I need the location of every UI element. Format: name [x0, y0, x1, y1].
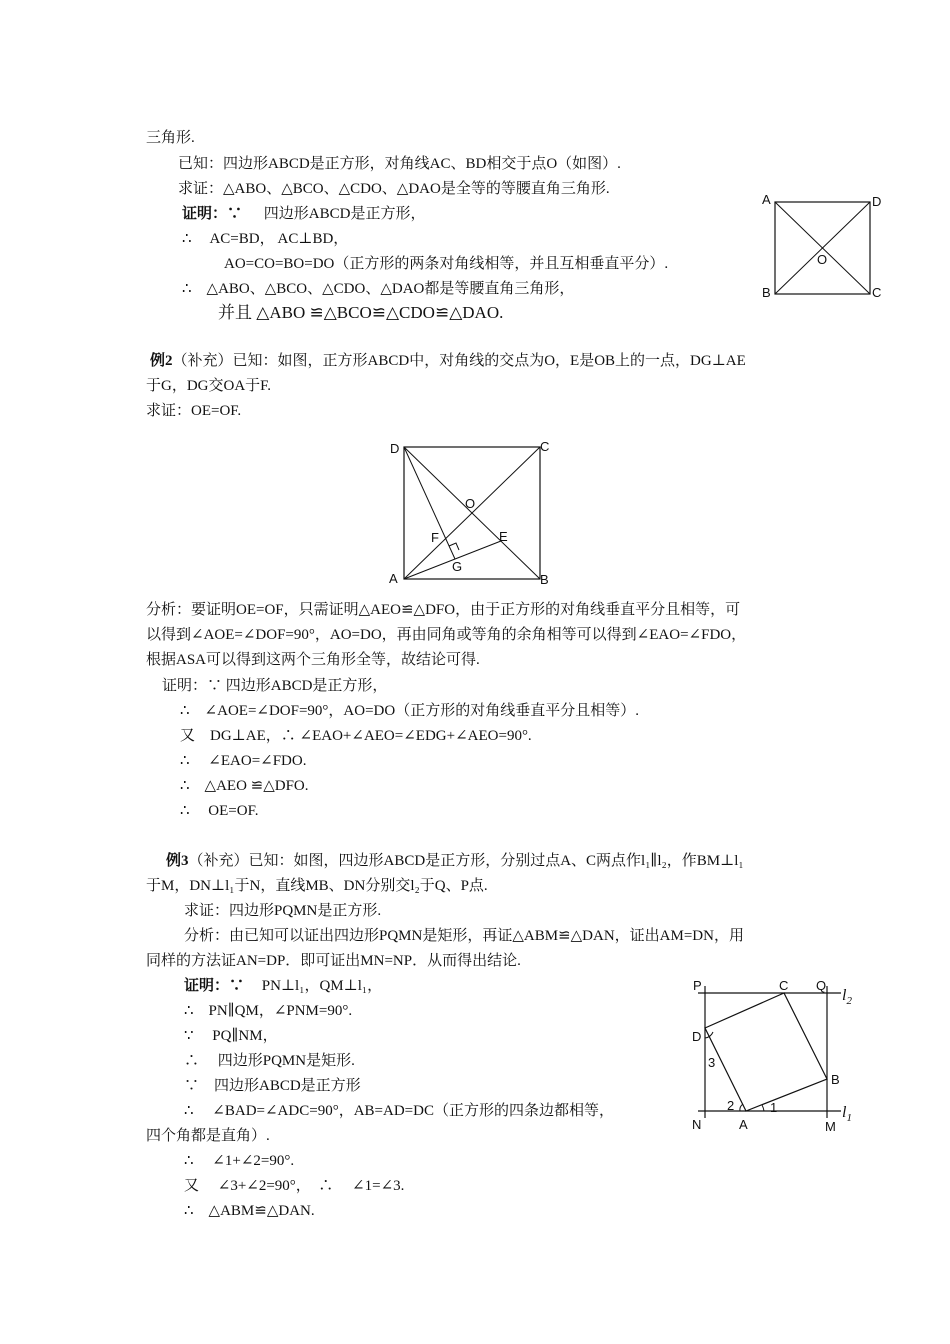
section1-proof-line-2: AO=CO=BO=DO（正方形的两条对角线相等，并且互相垂直平分）. [224, 256, 669, 272]
ex3-proof-3: ∴ 四边形PQMN是矩形. [184, 1053, 355, 1069]
square-abcd [705, 993, 827, 1111]
ex3-proof-8: 又 ∠3+∠2=90°， ∴ ∠1=∠3. [184, 1178, 405, 1194]
point-label-d: D [872, 194, 882, 209]
section1-given: 已知：四边形ABCD是正方形，对角线AC、BD相交于点O（如图）. [178, 156, 621, 172]
point-label-g: G [452, 559, 463, 574]
ex3-proof-line-0 [184, 976, 382, 996]
ex2-analysis-3: 根据ASA可以得到这两个三角形全等，故结论可得. [146, 652, 480, 668]
point-label-b: B [762, 285, 771, 300]
ex3-text: （补充）已知：如图，四边形ABCD是正方形，分别过点A、C两点作l₁∥l₂，作BM⊥l₁ [188, 853, 744, 869]
point-label-d: D [692, 1029, 702, 1044]
ex3-proof-1: ∴ PN∥QM，∠PNM=90°. [184, 1003, 353, 1019]
section1-proof-line-0 [182, 204, 425, 224]
proof-text: PN⊥l₁，QM⊥l₁， [261, 978, 383, 994]
ex2-proof-3: ∴ ∠EAO=∠FDO. [180, 753, 307, 769]
point-label-b: B [831, 1072, 840, 1087]
proof-label: 证明：∵ [182, 206, 243, 222]
line-label-l2: $l_2$ [842, 987, 852, 1007]
ex2-line-2: 于G，DG交OA于F. [146, 378, 272, 394]
point-label-c: C [872, 285, 882, 300]
ex2-proof-2: 又 DG⊥AE，∴ ∠EAO+∠AEO=∠EDG+∠AEO=90°. [180, 728, 532, 744]
ex3-line-1 [166, 851, 744, 871]
ex2-proof-5: ∴ OE=OF. [180, 803, 259, 819]
square-in-rectangle-figure [686, 972, 866, 1137]
angle-label-3: 3 [708, 1055, 716, 1070]
ex2-analysis-2: 以得到∠AOE=∠DOF=90°，AO=DO，再由同角或等角的余角相等可以得到∠EAO=∠FDO， [146, 627, 747, 643]
section1-proof-line-4: 并且 △ABO ≌△BCO≌△CDO≌△DAO. [218, 303, 504, 322]
ex3-proof-7: ∴ ∠1+∠2=90°. [184, 1153, 295, 1169]
point-label-a: A [739, 1117, 748, 1132]
point-label-o: O [465, 496, 476, 511]
section1-prove: 求证：△ABO、△BCO、△CDO、△DAO是全等的等腰直角三角形. [178, 181, 610, 197]
point-label-a: A [762, 192, 771, 207]
ex3-proof-9: ∴ △ABM≌△DAN. [184, 1203, 315, 1219]
proof-text: 四边形ABCD是正方形， [263, 206, 426, 222]
ex2-proof-4: ∴ △AEO ≌△DFO. [180, 778, 309, 794]
ex3-prove: 求证：四边形PQMN是正方形. [184, 903, 382, 919]
ex2-analysis-1: 分析：要证明OE=OF，只需证明△AEO≌△DFO，由于正方形的对角线垂直平分且相等，可 [146, 602, 741, 618]
point-label-m: M [825, 1119, 836, 1134]
ex2-label: 例2 [150, 353, 173, 369]
section1-proof-line-3: ∴ △ABO、△BCO、△CDO、△DAO都是等腰直角三角形， [182, 281, 575, 297]
line-label-l1: $l_1$ [842, 1104, 852, 1124]
proof-label: 证明：∵ [184, 978, 245, 994]
ex2-line-1 [150, 351, 746, 371]
point-label-q: Q [816, 978, 827, 993]
angle-label-2: 2 [727, 1098, 735, 1113]
ex2-proof-0: 证明：∵ 四边形ABCD是正方形， [162, 678, 388, 694]
point-label-c: C [779, 978, 789, 993]
point-label-b: B [540, 572, 549, 587]
ex3-analysis-2: 同样的方法证AN=DP．即可证出MN=NP．从而得出结论. [146, 953, 521, 969]
section1-title-tail: 三角形. [146, 130, 195, 146]
segment-dg [404, 447, 455, 559]
square-perpendicular-figure [383, 435, 563, 590]
ex3-proof-2: ∵ PQ∥NM， [184, 1028, 278, 1044]
angle-label-1: 1 [770, 1100, 778, 1115]
point-label-d: D [390, 441, 400, 456]
ex3-line-2: 于M，DN⊥l₁于N，直线MB、DN分别交l₂于Q、P点. [146, 878, 488, 894]
point-label-a: A [389, 571, 398, 586]
ex2-proof-1: ∴ ∠AOE=∠DOF=90°，AO=DO（正方形的对角线垂直平分且相等）. [180, 703, 639, 719]
ex3-label: 例3 [166, 853, 189, 869]
angle-1-arc [762, 1105, 764, 1111]
point-label-o: O [817, 252, 828, 267]
point-label-p: P [693, 978, 702, 993]
ex2-line-3: 求证：OE=OF. [146, 403, 242, 419]
ex3-proof-6: 四个角都是直角）. [146, 1128, 270, 1144]
square-diagonals-figure [755, 190, 885, 305]
ex3-analysis-1: 分析：由已知可以证出四边形PQMN是矩形，再证△ABM≌△DAN，证出AM=DN，用 [184, 928, 744, 944]
point-label-c: C [540, 439, 550, 454]
ex2-text: （补充）已知：如图，正方形ABCD中，对角线的交点为O，E是OB上的一点，DG⊥AE [172, 353, 746, 369]
point-label-n: N [692, 1117, 702, 1132]
point-label-e: E [499, 529, 508, 544]
point-label-f: F [431, 530, 439, 545]
ex3-proof-4: ∵ 四边形ABCD是正方形 [184, 1078, 361, 1094]
ex3-proof-5: ∴ ∠BAD=∠ADC=90°，AB=AD=DC（正方形的四条边都相等， [184, 1103, 614, 1119]
section1-proof-line-1: ∴ AC=BD， AC⊥BD， [182, 231, 349, 247]
